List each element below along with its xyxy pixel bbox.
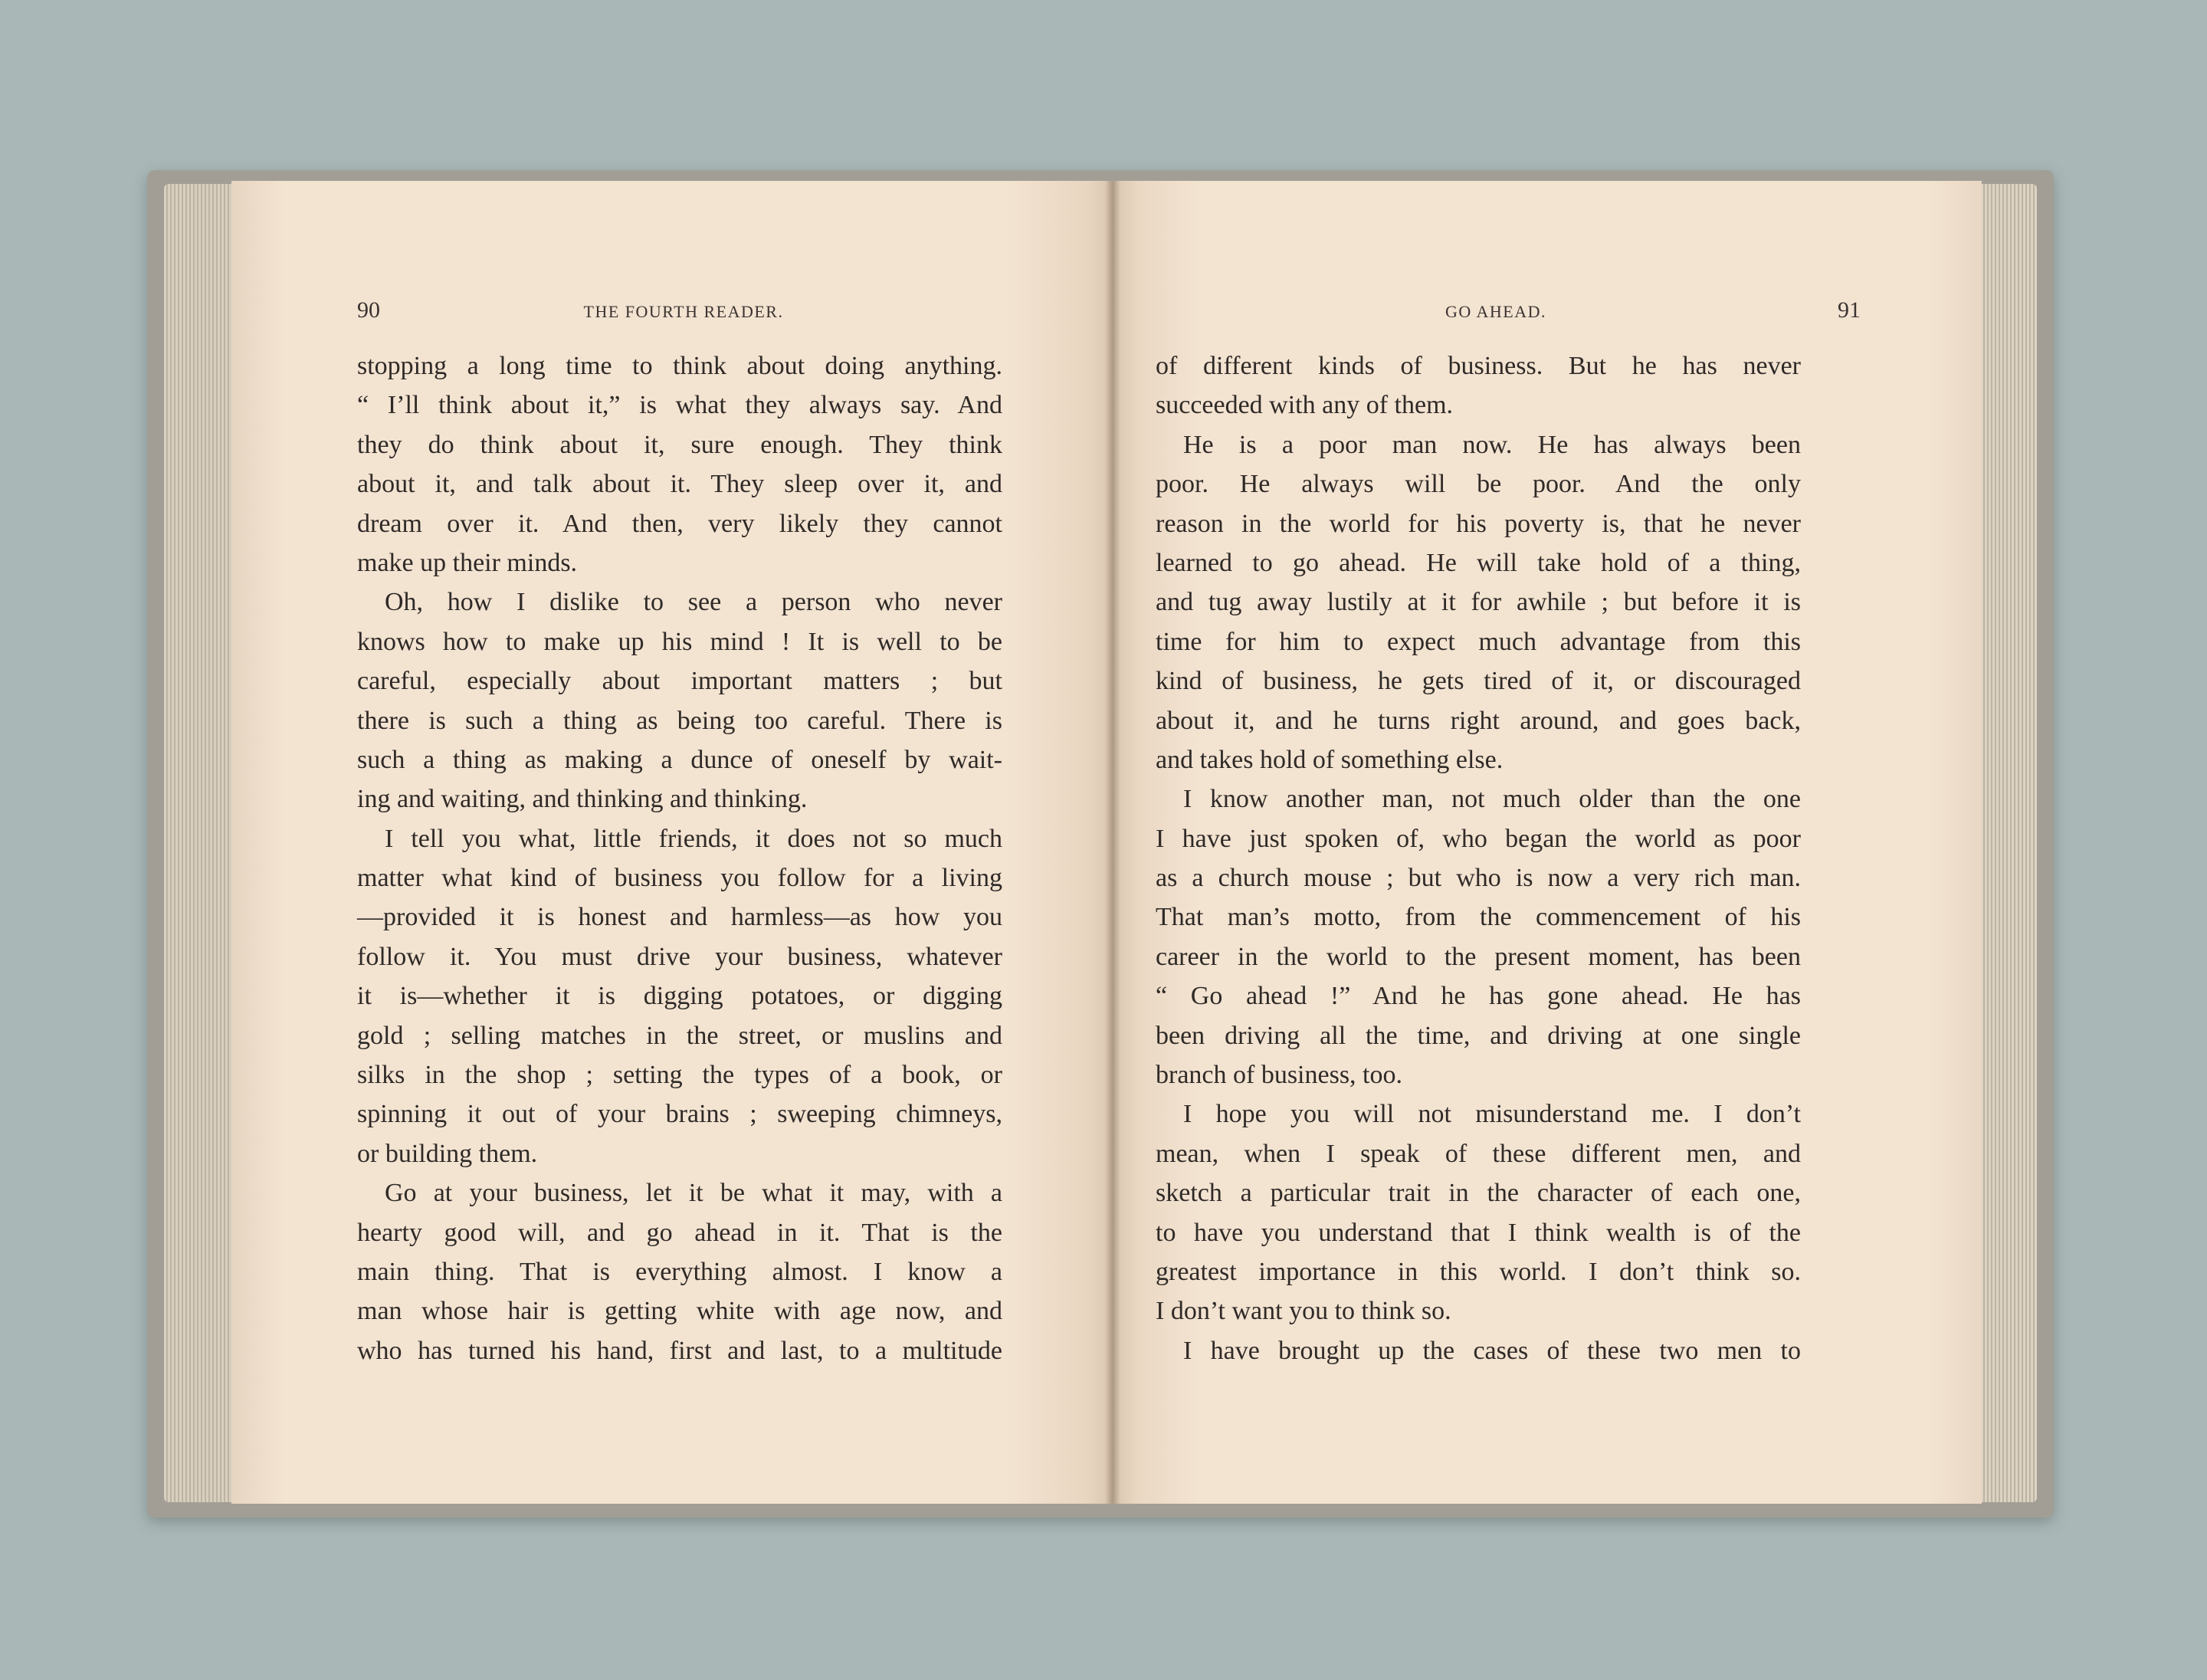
text-line: “ Go ahead !” And he has gone ahead. He has (1156, 982, 1801, 1011)
text-line: I tell you what, little friends, it does not so much (385, 824, 1002, 853)
text-line: or building them. (357, 1139, 538, 1168)
text-line: kind of business, he gets tired of it, or discouraged (1156, 667, 1801, 696)
text-line: time for him to expect much advantage from this (1156, 627, 1801, 656)
text-line: make up their minds. (357, 548, 578, 577)
text-line: He is a poor man now. He has always been (1183, 430, 1801, 459)
right-page-number: 91 (1838, 297, 1861, 323)
text-line: man whose hair is getting white with age now, and (357, 1297, 1002, 1326)
text-line: as a church mouse ; but who is now a very rich man. (1156, 864, 1801, 893)
text-line: they do think about it, sure enough. They think (357, 430, 1002, 459)
right-running-head: GO AHEAD. (1445, 302, 1547, 321)
text-line: main thing. That is everything almost. I know a (357, 1257, 1002, 1286)
text-line: who has turned his hand, first and last, to a multitude (357, 1336, 1002, 1365)
text-line: —provided it is honest and harmless—as how you (357, 903, 1002, 932)
text-line: about it, and talk about it. They sleep over it, and (357, 470, 1002, 499)
text-line: spinning it out of your brains ; sweeping chimneys, (357, 1100, 1002, 1129)
left-running-head: THE FOURTH READER. (583, 302, 784, 321)
text-line: career in the world to the present moment, has been (1156, 942, 1801, 971)
text-line: dream over it. And then, very likely they cannot (357, 509, 1002, 538)
text-line: mean, when I speak of these different men, and (1156, 1139, 1801, 1168)
text-line: sketch a particular trait in the character of each one, (1156, 1179, 1801, 1208)
book-gutter (1105, 181, 1120, 1504)
text-line: reason in the world for his poverty is, that he never (1156, 509, 1801, 538)
text-line: and takes hold of something else. (1156, 745, 1504, 774)
text-line: silks in the shop ; setting the types of a book, or (357, 1061, 1002, 1090)
text-line: and tug away lustily at it for awhile ; but before it is (1156, 588, 1801, 617)
text-line: learned to go ahead. He will take hold of a thing, (1156, 548, 1801, 577)
text-line: hearty good will, and go ahead in it. That is the (357, 1218, 1002, 1247)
text-line: follow it. You must drive your business, whatever (357, 942, 1002, 971)
text-line: Go at your business, let it be what it may, with a (385, 1179, 1002, 1208)
text-line: I know another man, not much older than the one (1183, 785, 1801, 814)
text-line: “ I’ll think about it,” is what they always say. And (357, 391, 1002, 420)
text-line: Oh, how I dislike to see a person who never (385, 588, 1002, 617)
text-line: to have you understand that I think wealth is of the (1156, 1218, 1801, 1247)
text-line: ing and waiting, and thinking and thinking. (357, 785, 808, 814)
left-page-edges (164, 184, 241, 1502)
text-line: succeeded with any of them. (1156, 391, 1454, 420)
text-line: there is such a thing as being too careful. There is (357, 706, 1002, 735)
text-line: been driving all the time, and driving at one single (1156, 1021, 1801, 1050)
text-line: branch of business, too. (1156, 1061, 1403, 1090)
text-line: it is—whether it is digging potatoes, or digging (357, 982, 1002, 1011)
text-line: I have just spoken of, who began the world as poor (1156, 824, 1801, 853)
text-line: I hope you will not misunderstand me. I don’t (1183, 1100, 1801, 1129)
text-line: I have brought up the cases of these two men to (1183, 1336, 1801, 1365)
text-line: of different kinds of business. But he has never (1156, 352, 1801, 380)
text-line: about it, and he turns right around, and goes back, (1156, 706, 1801, 735)
text-line: knows how to make up his mind ! It is well to be (357, 627, 1002, 656)
text-line: That man’s motto, from the commencement of his (1156, 903, 1801, 932)
right-page-text (1156, 346, 1801, 1370)
open-book (147, 170, 2054, 1518)
right-page (1113, 181, 1982, 1504)
text-line: I don’t want you to think so. (1156, 1297, 1451, 1326)
text-line: greatest importance in this world. I don’t think so. (1156, 1257, 1801, 1286)
text-line: gold ; selling matches in the street, or muslins and (357, 1021, 1002, 1050)
text-line: poor. He always will be poor. And the only (1156, 470, 1801, 499)
text-line: matter what kind of business you follow for a living (357, 864, 1002, 893)
text-line: stopping a long time to think about doing anything. (357, 352, 1002, 380)
left-page-number: 90 (357, 297, 380, 323)
left-page (231, 181, 1113, 1504)
left-page-text (357, 346, 1002, 1370)
text-line: careful, especially about important matters ; but (357, 667, 1002, 696)
text-line: such a thing as making a dunce of oneself by wait- (357, 745, 1002, 774)
